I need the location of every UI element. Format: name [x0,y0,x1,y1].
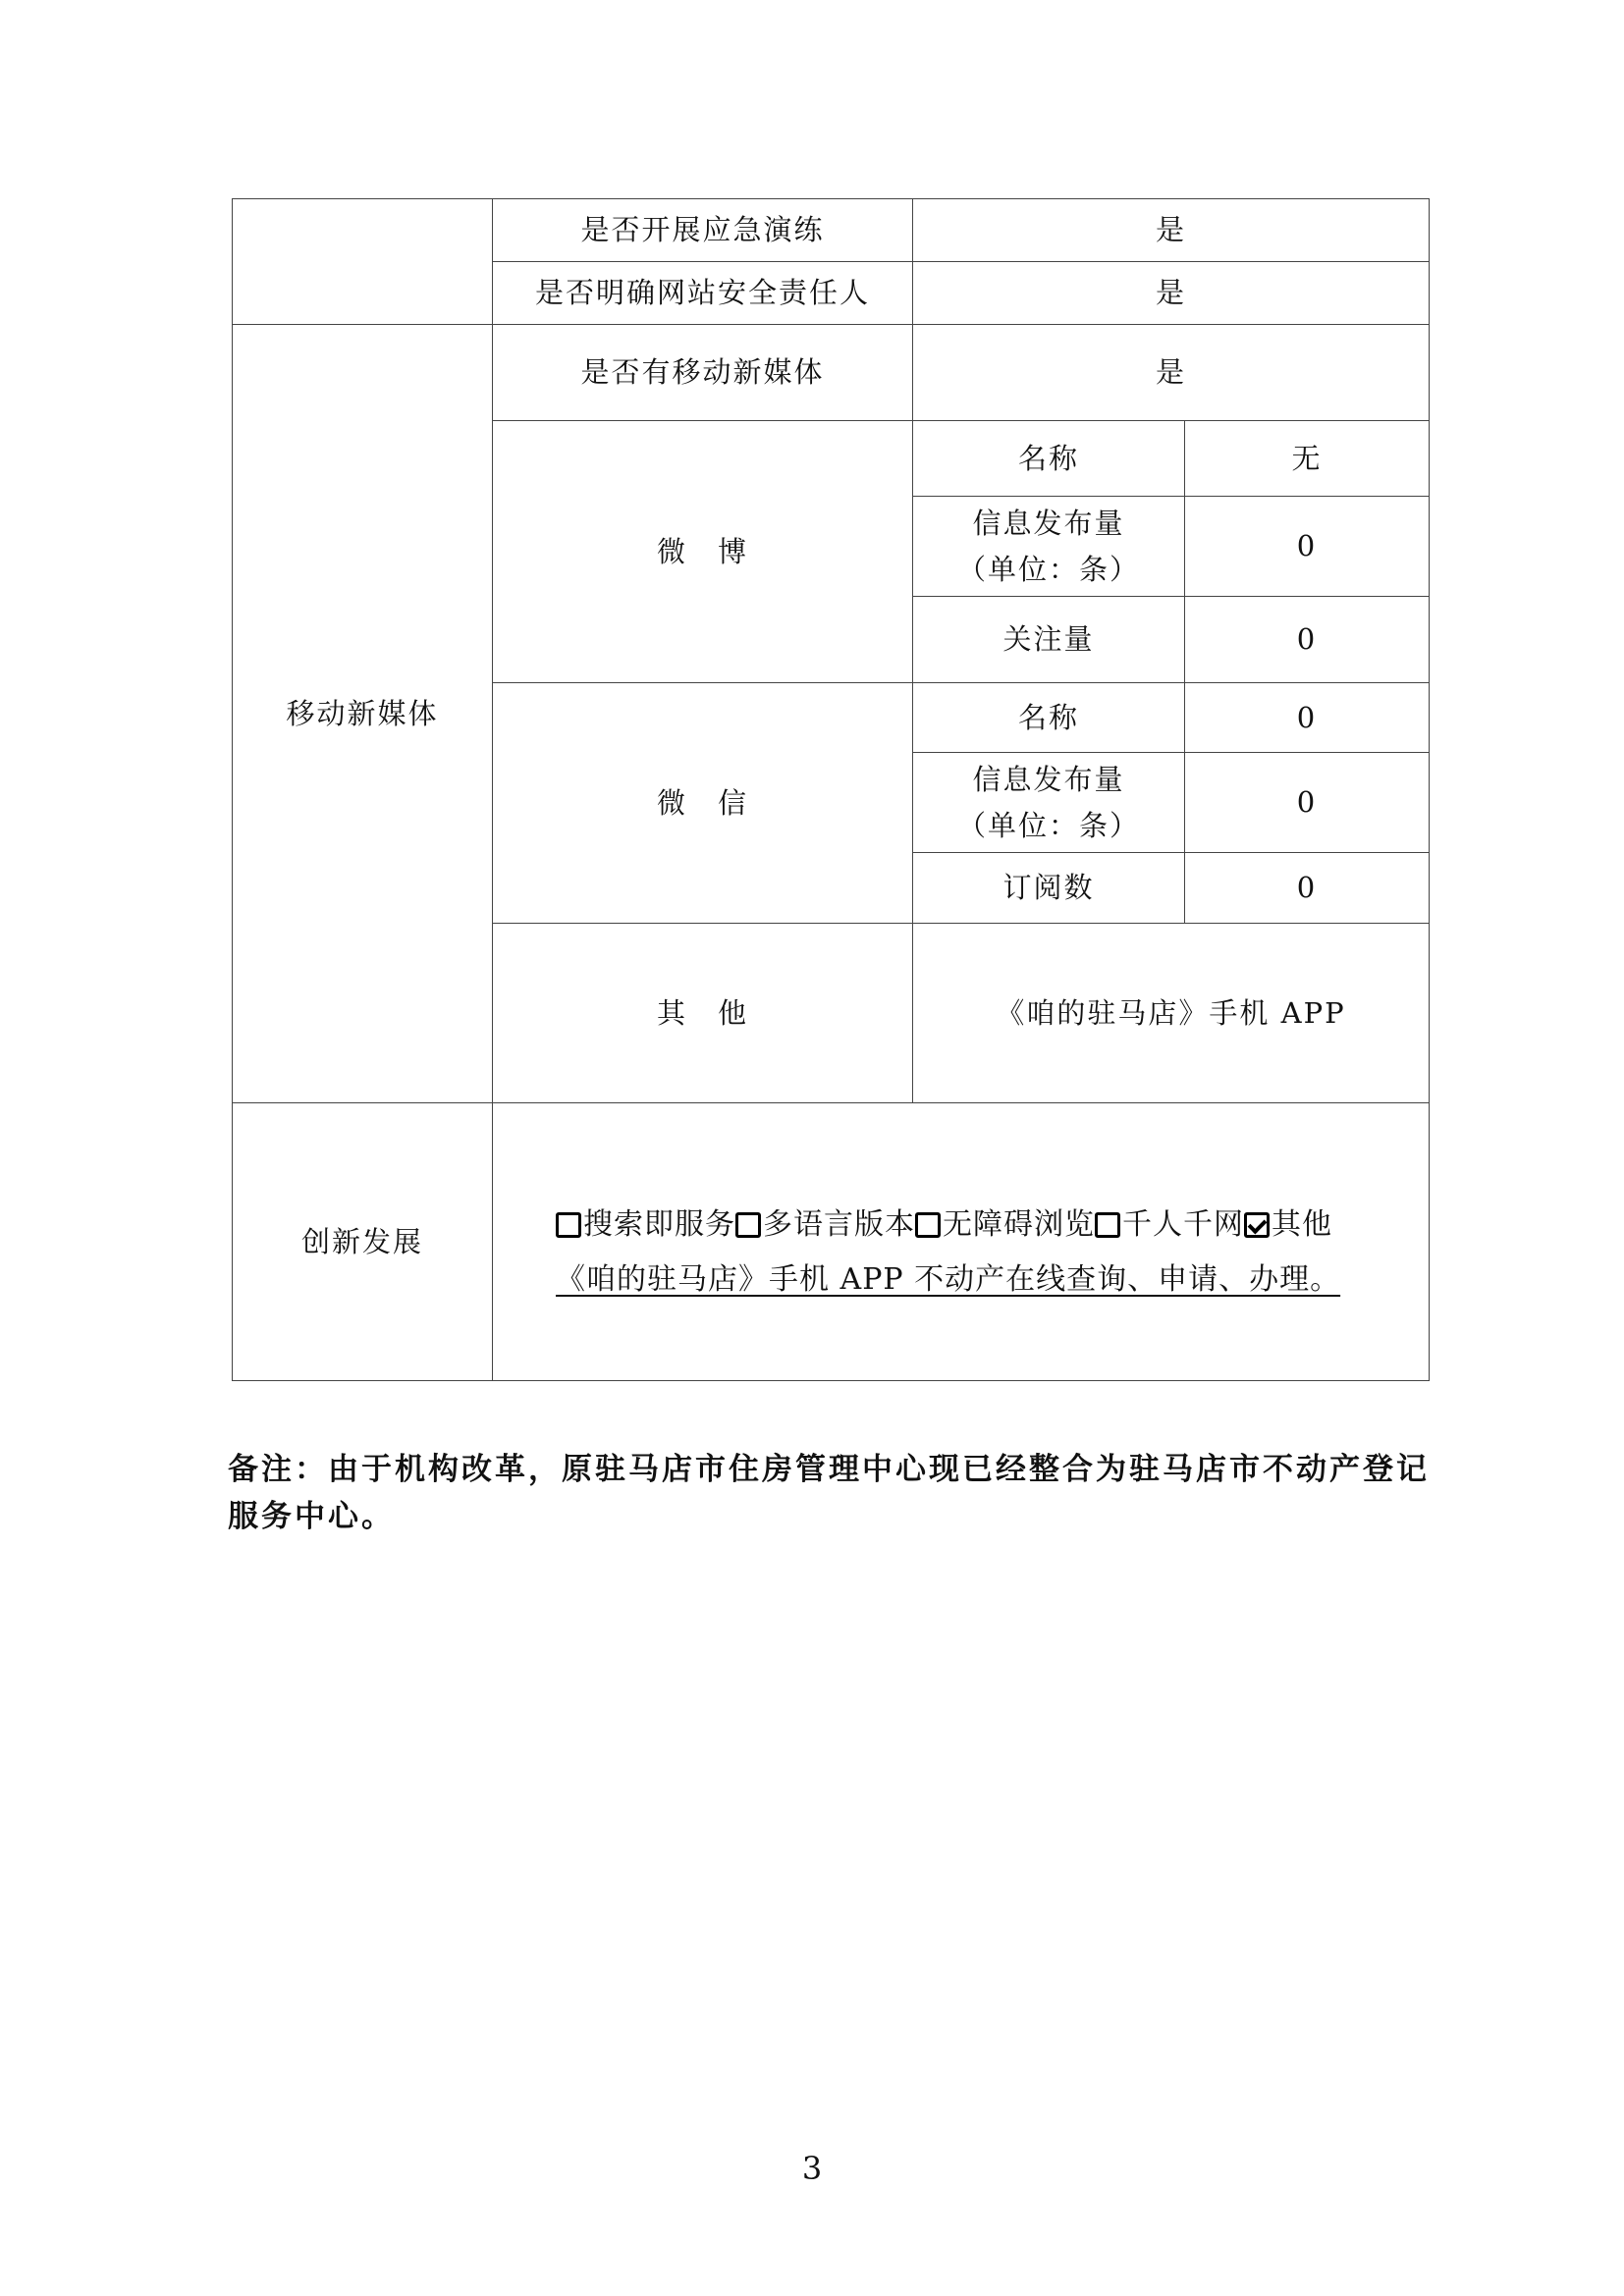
other-media-label: 其 他 [493,924,913,1103]
mobile-media-category: 移动新媒体 [233,325,493,1103]
wechat-posts-value: 0 [1185,753,1430,853]
option-label: 其他 [1272,1207,1332,1242]
weibo-posts-label [913,497,1185,597]
wechat-name-value: 0 [1185,683,1430,753]
other-media-value: 《咱的驻马店》手机 APP [913,924,1430,1103]
option-label: 无障碍浏览 [943,1207,1095,1242]
weibo-followers-label: 关注量 [913,597,1185,683]
page-number: 3 [801,2150,823,2187]
has-mobile-value: 是 [913,325,1430,421]
innovation-other-text: 《咱的驻马店》手机 APP 不动产在线查询、申请、办理。 [556,1262,1341,1297]
checkbox-icon[interactable] [1095,1212,1120,1238]
option-personalized[interactable] [1095,1201,1244,1249]
innovation-label: 创新发展 [233,1103,493,1381]
option-label: 搜索即服务 [583,1207,735,1242]
weibo-posts-label-line2: （单位：条） [956,552,1140,586]
weibo-name-label: 名称 [913,421,1185,497]
wechat-posts-label-line2: （单位：条） [956,808,1140,842]
checkbox-icon[interactable] [556,1212,581,1238]
checkbox-icon[interactable] [915,1212,941,1238]
table-row [233,199,1430,262]
weibo-posts-value: 0 [1185,497,1430,597]
wechat-posts-label-line1: 信息发布量 [972,763,1125,797]
has-mobile-label: 是否有移动新媒体 [493,325,913,421]
wechat-subscribers-label: 订阅数 [913,853,1185,924]
checked-checkbox-icon[interactable] [1244,1212,1270,1238]
table-row [233,325,1430,421]
weibo-followers-value: 0 [1185,597,1430,683]
option-label: 千人千网 [1122,1207,1244,1242]
empty-category-cell [233,199,493,325]
drill-value: 是 [913,199,1430,262]
option-accessibility[interactable] [915,1201,1095,1249]
remark-note: 备注：由于机构改革，原驻马店市住房管理中心现已经整合为驻马店市不动产登记服务中心。 [228,1452,1430,1535]
security-officer-value: 是 [913,262,1430,325]
wechat-posts-label [913,753,1185,853]
report-table [232,198,1430,1381]
option-multilingual[interactable] [735,1201,915,1249]
security-officer-label: 是否明确网站安全责任人 [493,262,913,325]
option-other[interactable] [1244,1201,1332,1249]
weibo-name-value: 无 [1185,421,1430,497]
innovation-cell [493,1103,1430,1381]
weibo-label: 微 博 [493,421,913,683]
option-label: 多语言版本 [763,1207,915,1242]
table-row [233,1103,1430,1381]
wechat-label: 微 信 [493,683,913,924]
option-search-as-service[interactable] [556,1201,735,1249]
innovation-options [556,1201,1421,1253]
weibo-posts-label-line1: 信息发布量 [972,507,1125,541]
drill-label: 是否开展应急演练 [493,199,913,262]
wechat-name-label: 名称 [913,683,1185,753]
checkbox-icon[interactable] [735,1212,761,1238]
wechat-subscribers-value: 0 [1185,853,1430,924]
